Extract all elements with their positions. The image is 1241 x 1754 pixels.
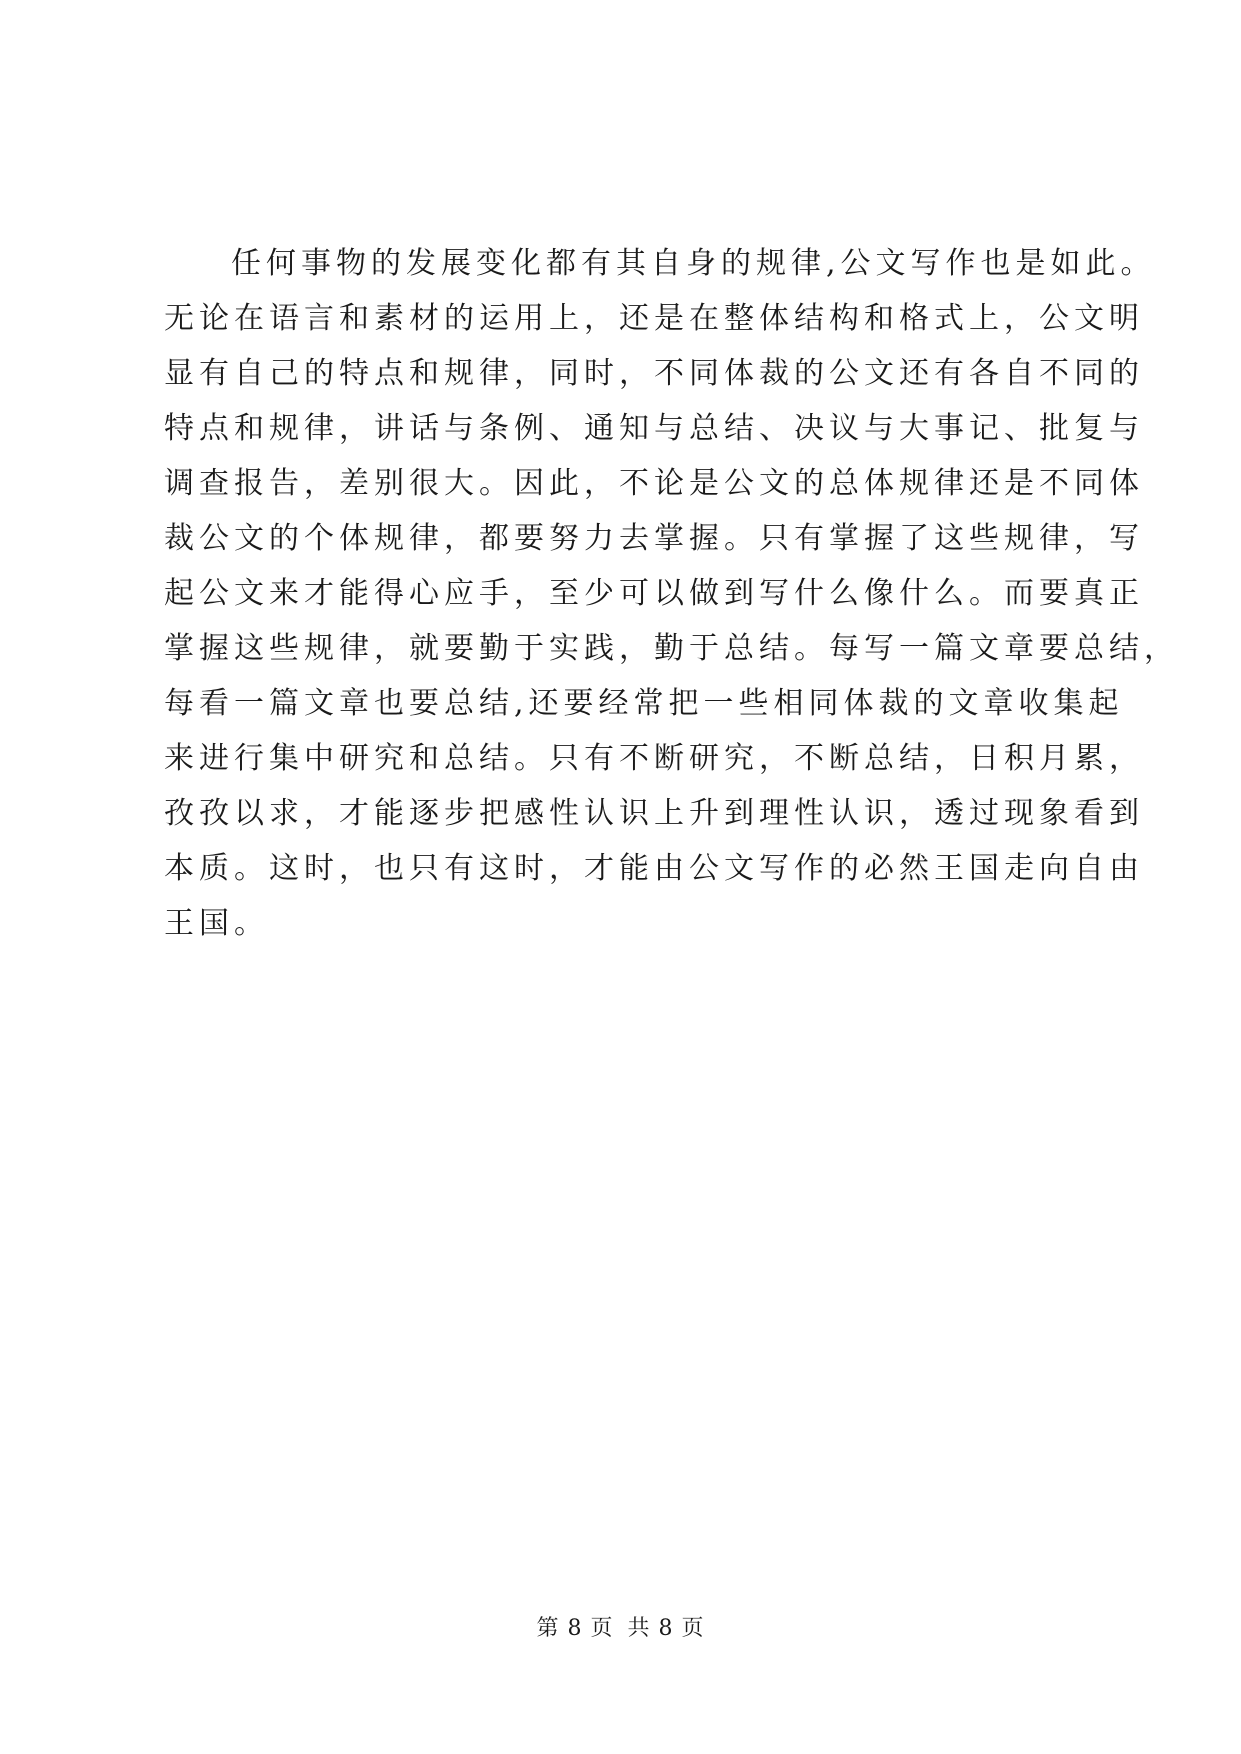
- paragraph-line: 起公文来才能得心应手，至少可以做到写什么像什么。而要真正: [164, 576, 1144, 611]
- paragraph-line: 无论在语言和素材的运用上，还是在整体结构和格式上，公文明: [164, 301, 1144, 336]
- paragraph-line: 显有自己的特点和规律，同时，不同体裁的公文还有各自不同的: [164, 356, 1144, 391]
- paragraph-line: 掌握这些规律，就要勤于实践，勤于总结。每写一篇文章要总结，: [164, 631, 1179, 666]
- page-total: 共 8 页: [627, 1616, 705, 1641]
- paragraph-line: 本质。这时，也只有这时，才能由公文写作的必然王国走向自由: [164, 851, 1144, 886]
- page-footer: [0, 1611, 1241, 1642]
- paragraph-line: 来进行集中研究和总结。只有不断研究，不断总结，日积月累，: [164, 741, 1144, 776]
- paragraph-line: 裁公文的个体规律，都要努力去掌握。只有掌握了这些规律，写: [164, 521, 1144, 556]
- page-number: 第 8 页: [536, 1616, 614, 1641]
- paragraph-line: 王国。: [164, 906, 269, 941]
- paragraph-line: 调查报告，差别很大。因此，不论是公文的总体规律还是不同体: [164, 466, 1144, 501]
- paragraph-line: 任何事物的发展变化都有其自身的规律,公文写作也是如此。: [231, 246, 1156, 281]
- paragraph-line: 孜孜以求，才能逐步把感性认识上升到理性认识，透过现象看到: [164, 796, 1144, 831]
- paragraph-line: 特点和规律，讲话与条例、通知与总结、决议与大事记、批复与: [164, 411, 1144, 446]
- body-paragraph: [164, 236, 1179, 951]
- paragraph-line: 每看一篇文章也要总结,还要经常把一些相同体裁的文章收集起: [164, 686, 1124, 721]
